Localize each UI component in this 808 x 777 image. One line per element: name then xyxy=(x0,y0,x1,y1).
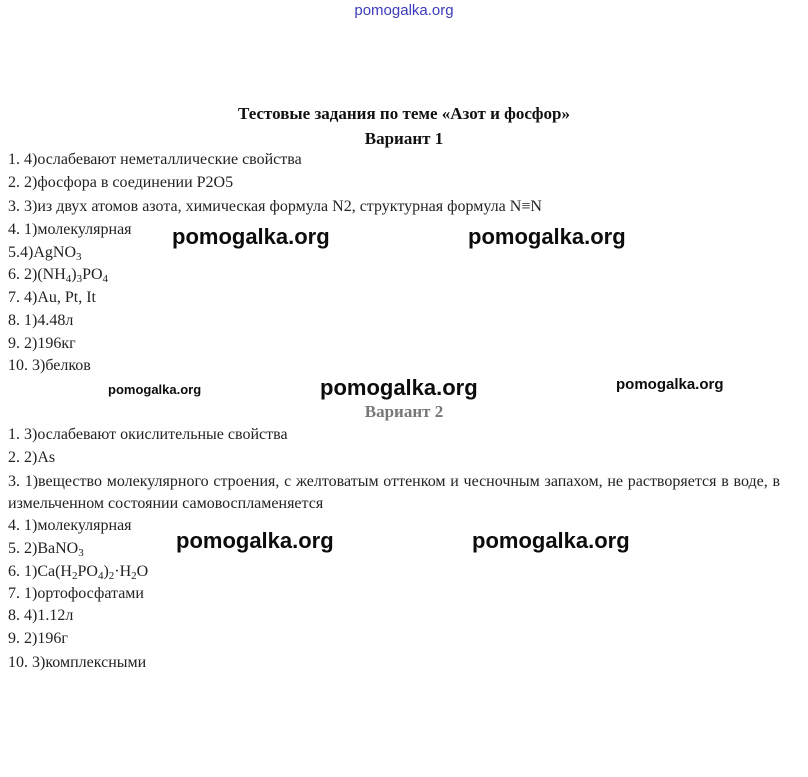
v2-answer-6-sub-g: 2 xyxy=(131,570,137,582)
v2-answer-3: 3. 1)вещество молекулярного строения, с желтоватым оттенком и чесночным запахом, не растворяется в воде, в измельченном состоянии самовоспламеняется xyxy=(8,473,780,512)
watermark-mid-small-left: pomogalka.org xyxy=(108,382,202,397)
v2-answer-5 xyxy=(8,540,84,559)
v1-answer-2: 2. 2)фосфора в соединении P2O5 xyxy=(8,174,234,191)
v2-answer-6-part-b: PO xyxy=(77,563,98,580)
v1-answer-1: 1. 4)ослабевают неметаллические свойства xyxy=(8,151,302,168)
v1-answer-7: 7. 4)Au, Pt, It xyxy=(8,289,96,306)
v1-answer-6-part-d: PO xyxy=(82,266,103,283)
v2-answer-7: 7. 1)ортофосфатами xyxy=(8,585,144,602)
v1-answer-10: 10. 3)белков xyxy=(8,357,91,374)
v2-answer-1: 1. 3)ослабевают окислительные свойства xyxy=(8,426,288,443)
watermark-row2-right: pomogalka.org xyxy=(472,528,630,553)
v1-answer-6-sub-e: 4 xyxy=(102,273,109,285)
v1-answer-6-sub-a: 4 xyxy=(65,273,72,285)
watermark-row2-left: pomogalka.org xyxy=(176,528,334,553)
v1-answer-8: 8. 1)4.48л xyxy=(8,312,74,329)
v2-answer-6-sub-e: 2 xyxy=(108,570,115,582)
v1-answer-6-part-b: ) xyxy=(71,266,77,283)
v2-answer-10: 10. 3)комплексными xyxy=(8,654,147,671)
variant-2-heading: Вариант 2 xyxy=(364,402,444,421)
header-watermark: pomogalka.org xyxy=(354,2,454,19)
v1-answer-6-text: 6. 2)(NH xyxy=(8,266,66,283)
v1-answer-5-sub: 3 xyxy=(76,251,82,263)
v1-answer-5 xyxy=(8,244,82,263)
watermark-mid-small-right: pomogalka.org xyxy=(616,376,724,393)
v2-answer-5-text: 5. 2)BaNO xyxy=(8,540,79,557)
v2-answer-5-sub: 3 xyxy=(78,547,84,559)
v2-answer-6-text: 6. 1)Ca(H xyxy=(8,563,72,580)
watermark-row1-right: pomogalka.org xyxy=(468,224,626,249)
v2-answer-6-sub-c: 4 xyxy=(97,570,104,582)
variant-1-heading: Вариант 1 xyxy=(364,129,444,148)
v2-answer-8: 8. 4)1.12л xyxy=(8,607,74,624)
page-title: Тестовые задания по теме «Азот и фосфор» xyxy=(238,104,570,123)
v1-answer-5-text: 5.4)AgNO xyxy=(8,244,76,261)
v2-answer-2: 2. 2)As xyxy=(8,449,56,466)
v1-answer-6 xyxy=(8,266,108,285)
v2-answer-6 xyxy=(8,563,148,582)
v2-answer-6-part-f: ·H xyxy=(114,563,132,580)
v1-answer-4: 4. 1)молекулярная xyxy=(8,221,132,238)
v2-answer-6-part-h: O xyxy=(136,563,149,580)
v2-answer-9: 9. 2)196г xyxy=(8,630,68,647)
v2-answer-4: 4. 1)молекулярная xyxy=(8,517,132,534)
v1-answer-9: 9. 2)196кг xyxy=(8,335,76,352)
v2-answer-6-sub-a: 2 xyxy=(71,570,78,582)
v1-answer-3: 3. 3)из двух атомов азота, химическая формула N2, структурная формула N≡N xyxy=(8,198,542,215)
v1-answer-6-sub-c: 3 xyxy=(76,273,83,285)
watermark-mid-big: pomogalka.org xyxy=(320,375,478,400)
v2-answer-6-part-d: ) xyxy=(103,563,109,580)
watermark-row1-left: pomogalka.org xyxy=(172,224,330,249)
